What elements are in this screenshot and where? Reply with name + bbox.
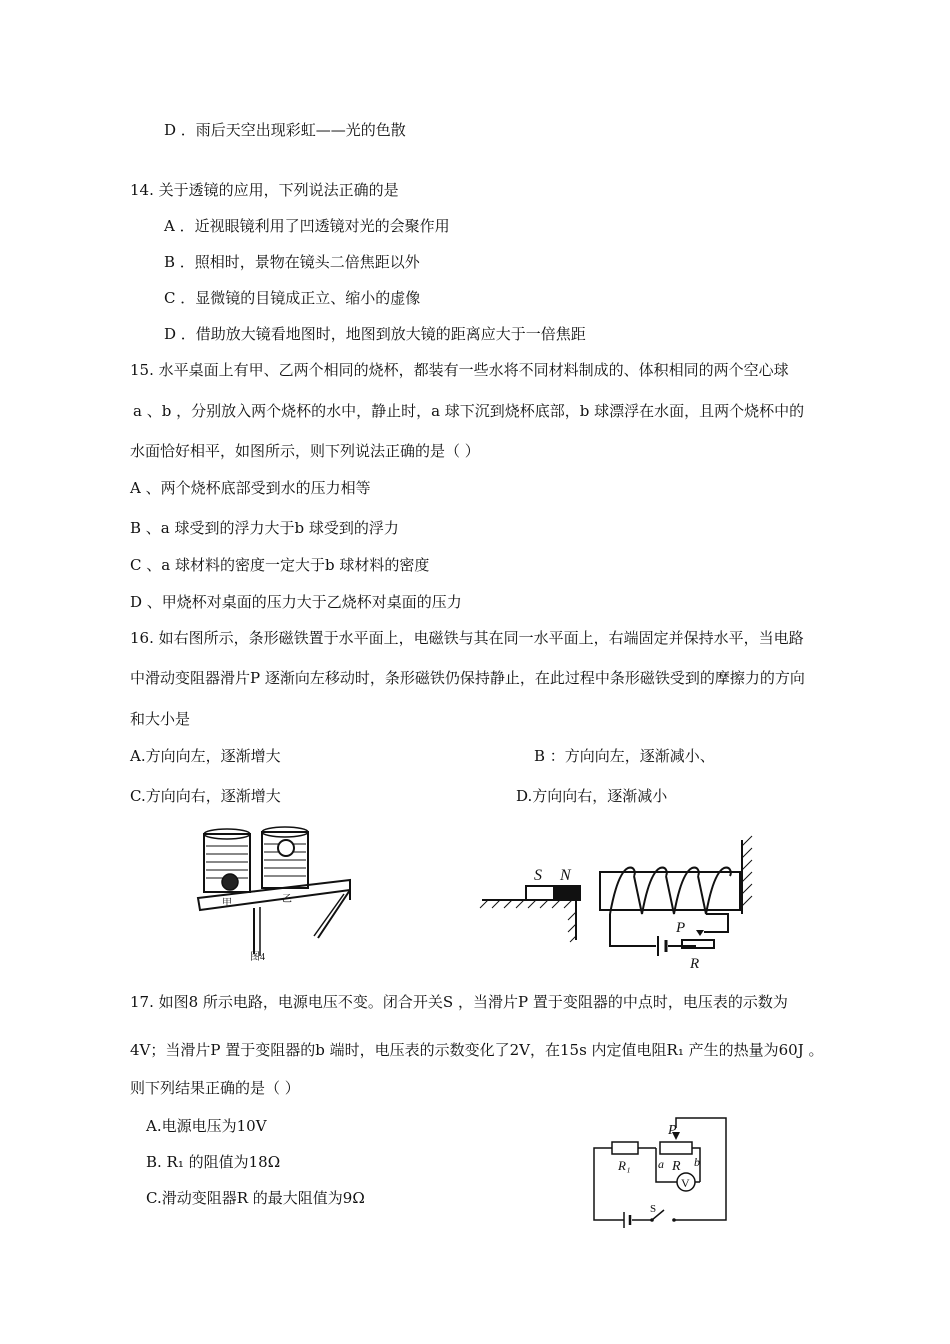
beakers-figure [190,820,360,965]
q14-stem: 14. 关于透镜的应用，下列说法正确的是 [130,181,399,199]
q15-stem-line1: 15. 水平桌面上有甲、乙两个相同的烧杯，都装有一些水将不同材料制成的、体积相同的两个空心球 [130,361,789,379]
q17-option-a: A.电源电压为10V [146,1117,267,1135]
table-leg [318,890,350,938]
label-v: V [681,1176,690,1190]
q17-stem-line1: 17. 如图8 所示电路，电源电压不变。闭合开关S ，当滑片P 置于变阻器的中点时，电压表的示数为 [130,993,788,1011]
q14-option-a: A ．近视眼镜利用了凹透镜对光的会聚作用 [164,217,450,235]
label-p: P [676,920,686,936]
q16-option-b: B ：方向向左，逐渐减小、 [534,747,715,765]
q15-option-b: B 、a 球受到的浮力大于b 球受到的浮力 [130,519,399,537]
q16-stem-line3: 和大小是 [130,710,191,728]
q13-option-d: D ．雨后天空出现彩虹——光的色散 [164,121,406,139]
label-r: R [672,1159,681,1174]
label-r: R [690,956,700,972]
table-top [198,880,350,910]
q15-option-c: C 、a 球材料的密度一定大于b 球材料的密度 [130,556,430,574]
label-s: S [534,867,542,884]
label-s: S [650,1203,657,1215]
q14-option-d: D ．借助放大镜看地图时，地图到放大镜的距离应大于一倍焦距 [164,325,586,343]
electromagnet-figure [478,832,758,972]
q17-stem-line2: 4V；当滑片P 置于变阻器的b 端时，电压表的示数变化了2V，在15s 内定值电阻R₁ 产生的热量为60J 。 [130,1041,824,1059]
slider-p [696,930,704,936]
q17-option-c: C.滑动变阻器R 的最大阻值为9Ω [146,1189,365,1207]
bar-magnet-n [554,886,580,900]
rheostat-r [660,1142,692,1154]
q15-option-a: A 、两个烧杯底部受到水的压力相等 [130,479,371,497]
q14-option-c: C ．显微镜的目镜成正立、缩小的虚像 [164,289,421,307]
label-jia: 甲 [222,898,232,909]
q16-option-a: A.方向向左，逐渐增大 [130,747,281,765]
circuit-wires [610,914,728,946]
circuit-figure [588,1112,738,1228]
label-n: N [560,867,571,884]
label-b: b [694,1155,700,1169]
q16-option-c: C.方向向右，逐渐增大 [130,787,281,805]
switch-contact [672,1218,676,1222]
bar-magnet-s [526,886,554,900]
q17-stem-line3: 则下列结果正确的是（ ） [130,1079,300,1097]
q15-stem-line3: 水面恰好相平，如图所示，则下列说法正确的是（ ） [130,442,480,460]
label-r1: R₁ [618,1158,631,1173]
switch-contact [650,1218,654,1222]
figure-caption: 图4 [250,952,265,963]
label-a: a [658,1157,664,1171]
coil [610,868,731,914]
q17-option-b: B. R₁ 的阻值为18Ω [146,1153,281,1171]
q14-option-b: B ．照相时，景物在镜头二倍焦距以外 [164,253,420,271]
ball-a [222,874,238,890]
label-yi: 乙 [282,894,292,905]
q15-stem-line2: a 、b ，分别放入两个烧杯的水中，静止时，a 球下沉到烧杯底部，b 球漂浮在水面，且两个烧杯中的 [133,402,805,420]
beaker-right [262,827,308,888]
q16-stem-line2: 中滑动变阻器滑片P 逐渐向左移动时，条形磁铁仍保持静止，在此过程中条形磁铁受到的摩擦力的方向 [130,669,805,687]
q16-stem-line1: 16. 如右图所示，条形磁铁置于水平面上，电磁铁与其在同一水平面上，右端固定并保持水平，当电路 [130,629,804,647]
resistor-r1 [612,1142,638,1154]
ball-b [278,840,294,856]
beaker-left [204,829,250,892]
q15-option-d: D 、甲烧杯对桌面的压力大于乙烧杯对桌面的压力 [130,593,462,611]
q16-option-d: D.方向向右，逐渐减小 [516,787,668,805]
label-p: P [668,1123,677,1138]
